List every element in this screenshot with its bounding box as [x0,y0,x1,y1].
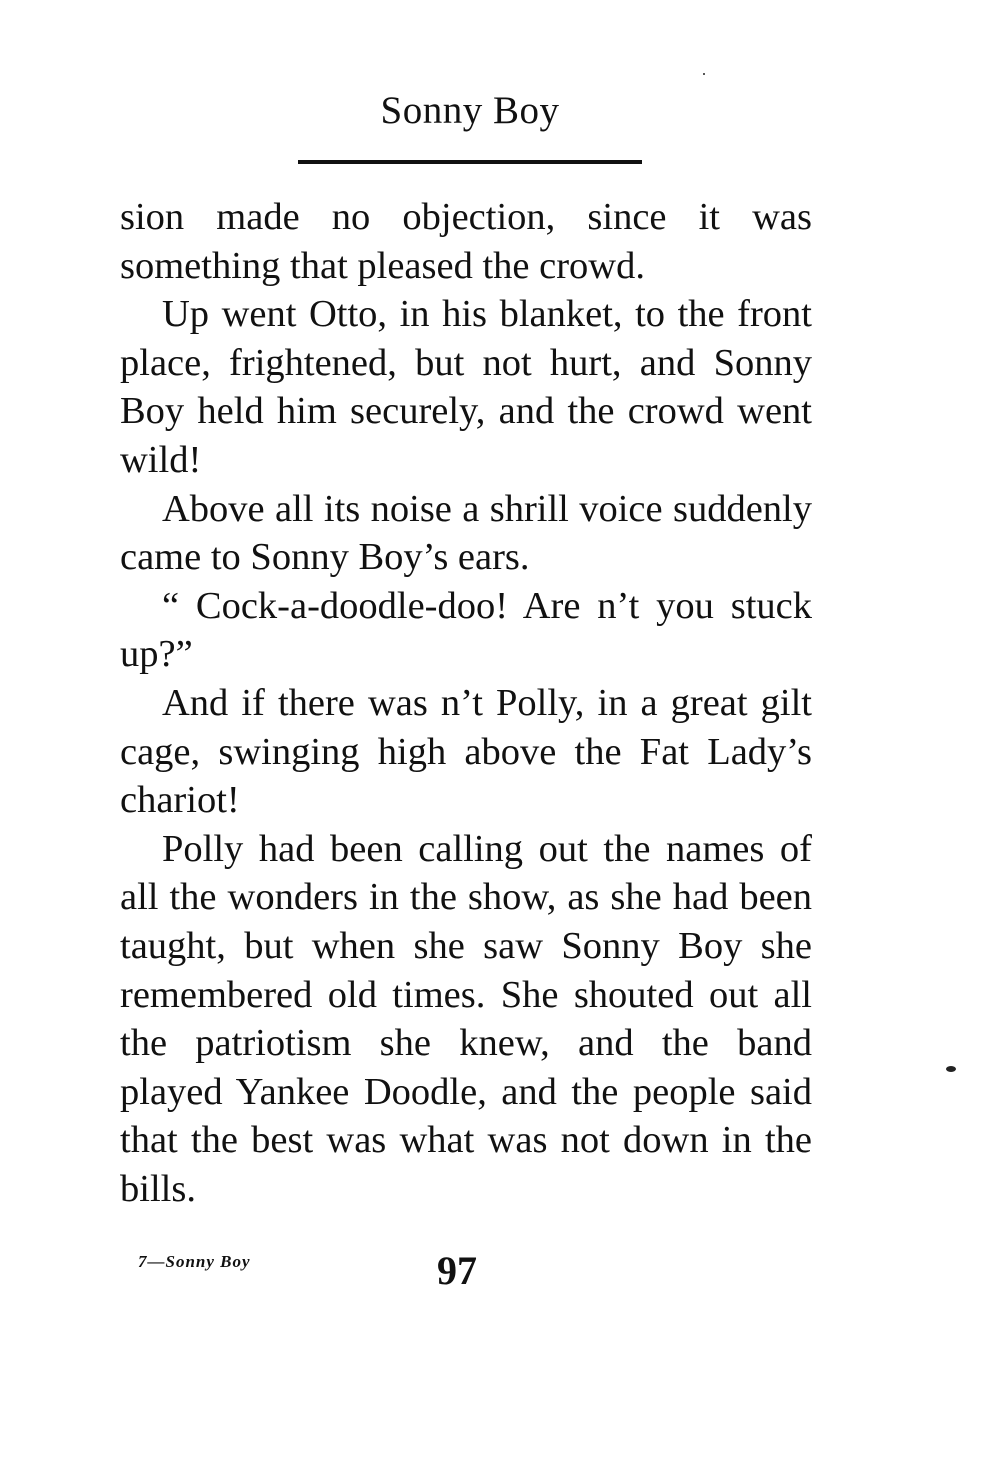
header-rule [298,160,642,164]
ink-speck [703,73,705,75]
paragraph-3: Above all its noise a shrill voice suddenly came to Sonny Boy’s ears. [120,487,812,579]
paragraph-4: “ Cock-a-doodle-doo! Are n’t you stuck up?” [120,584,812,676]
paragraph-6: Polly had been calling out the names of all the wonders in the show, as she had been taught, but when she saw Sonny Boy she remembered old times. She shouted out all the patriotism she knew, and the band played Yankee Doodle, and the people said that the best was what was not down in the bills. [120,827,812,1210]
ink-speck [946,1066,956,1072]
signature-mark: 7—Sonny Boy [138,1252,251,1271]
page-number: 97 [437,1248,477,1293]
paragraph-2: Up went Otto, in his blanket, to the front place, frightened, but not hurt, and Sonny Boy held him securely, and the crowd went wild! [120,293,812,481]
body-text [120,193,812,1213]
paragraph-1: sion made no objection, since it was something that pleased the crowd. [120,196,812,287]
running-head: Sonny Boy [380,89,560,132]
paragraph-5: And if there was n’t Polly, in a great gilt cage, swinging high above the Fat Lady’s chariot! [120,681,812,822]
